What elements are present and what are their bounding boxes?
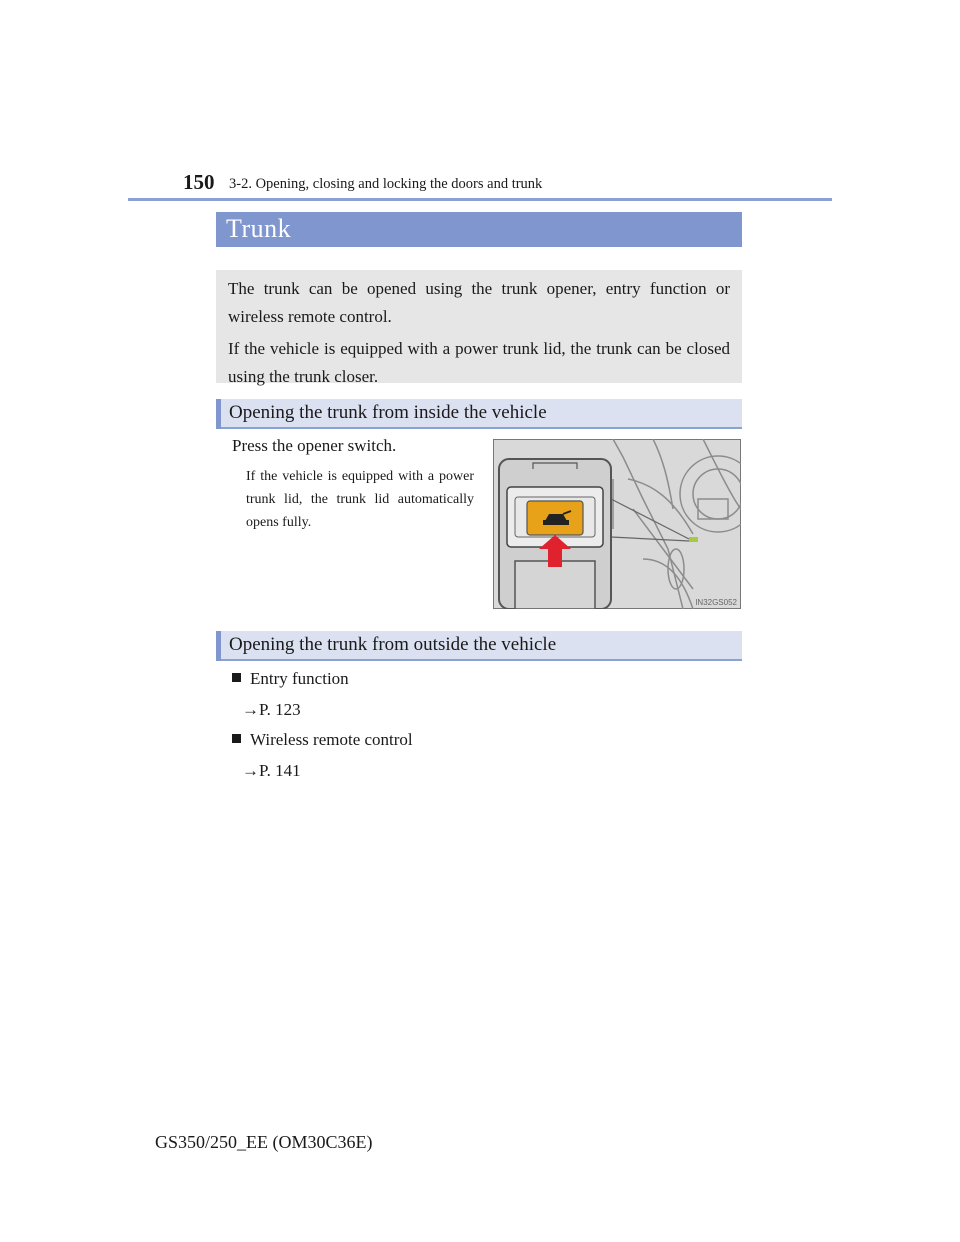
subheading-outside [216,631,742,661]
list-item-label: Wireless remote control [250,730,413,749]
subheading-inside [216,399,742,429]
square-bullet-icon [232,673,241,682]
section-banner [216,212,742,247]
subheading-bar [216,631,221,661]
list-item-label: Entry function [250,669,349,688]
intro-paragraph: If the vehicle is equipped with a power trunk lid, the trunk can be closed using the trunk closer. [228,339,730,386]
opener-switch-illustration [493,439,741,609]
subheading-text: Opening the trunk from inside the vehicle [229,402,547,423]
page-number: 150 [183,170,215,194]
section-title: Trunk [226,214,292,243]
running-title: 3-2. Opening, closing and locking the doors and trunk [229,176,543,192]
list-item [232,669,349,689]
list-item [232,730,413,750]
page-reference-link[interactable]: →P. 141 [242,761,301,780]
subheading-bar [216,399,221,429]
page-reference-link[interactable]: →P. 123 [242,700,301,719]
instruction-text: Press the opener switch. [232,436,397,455]
footer-code: GS350/250_EE (OM30C36E) [155,1132,373,1152]
intro-paragraph: The trunk can be opened using the trunk opener, entry function or wireless remote control. [228,279,730,326]
figure-code: IN32GS052 [695,598,737,607]
switch-closeup [499,459,611,609]
subheading-text: Opening the trunk from outside the vehicle [229,634,557,655]
switch-location-marker [689,537,698,542]
note-text: If the vehicle is equipped with a power trunk lid, the trunk lid automatically opens fully. [246,469,474,530]
square-bullet-icon [232,734,241,743]
header-rule [128,198,832,201]
intro-box [216,270,742,386]
